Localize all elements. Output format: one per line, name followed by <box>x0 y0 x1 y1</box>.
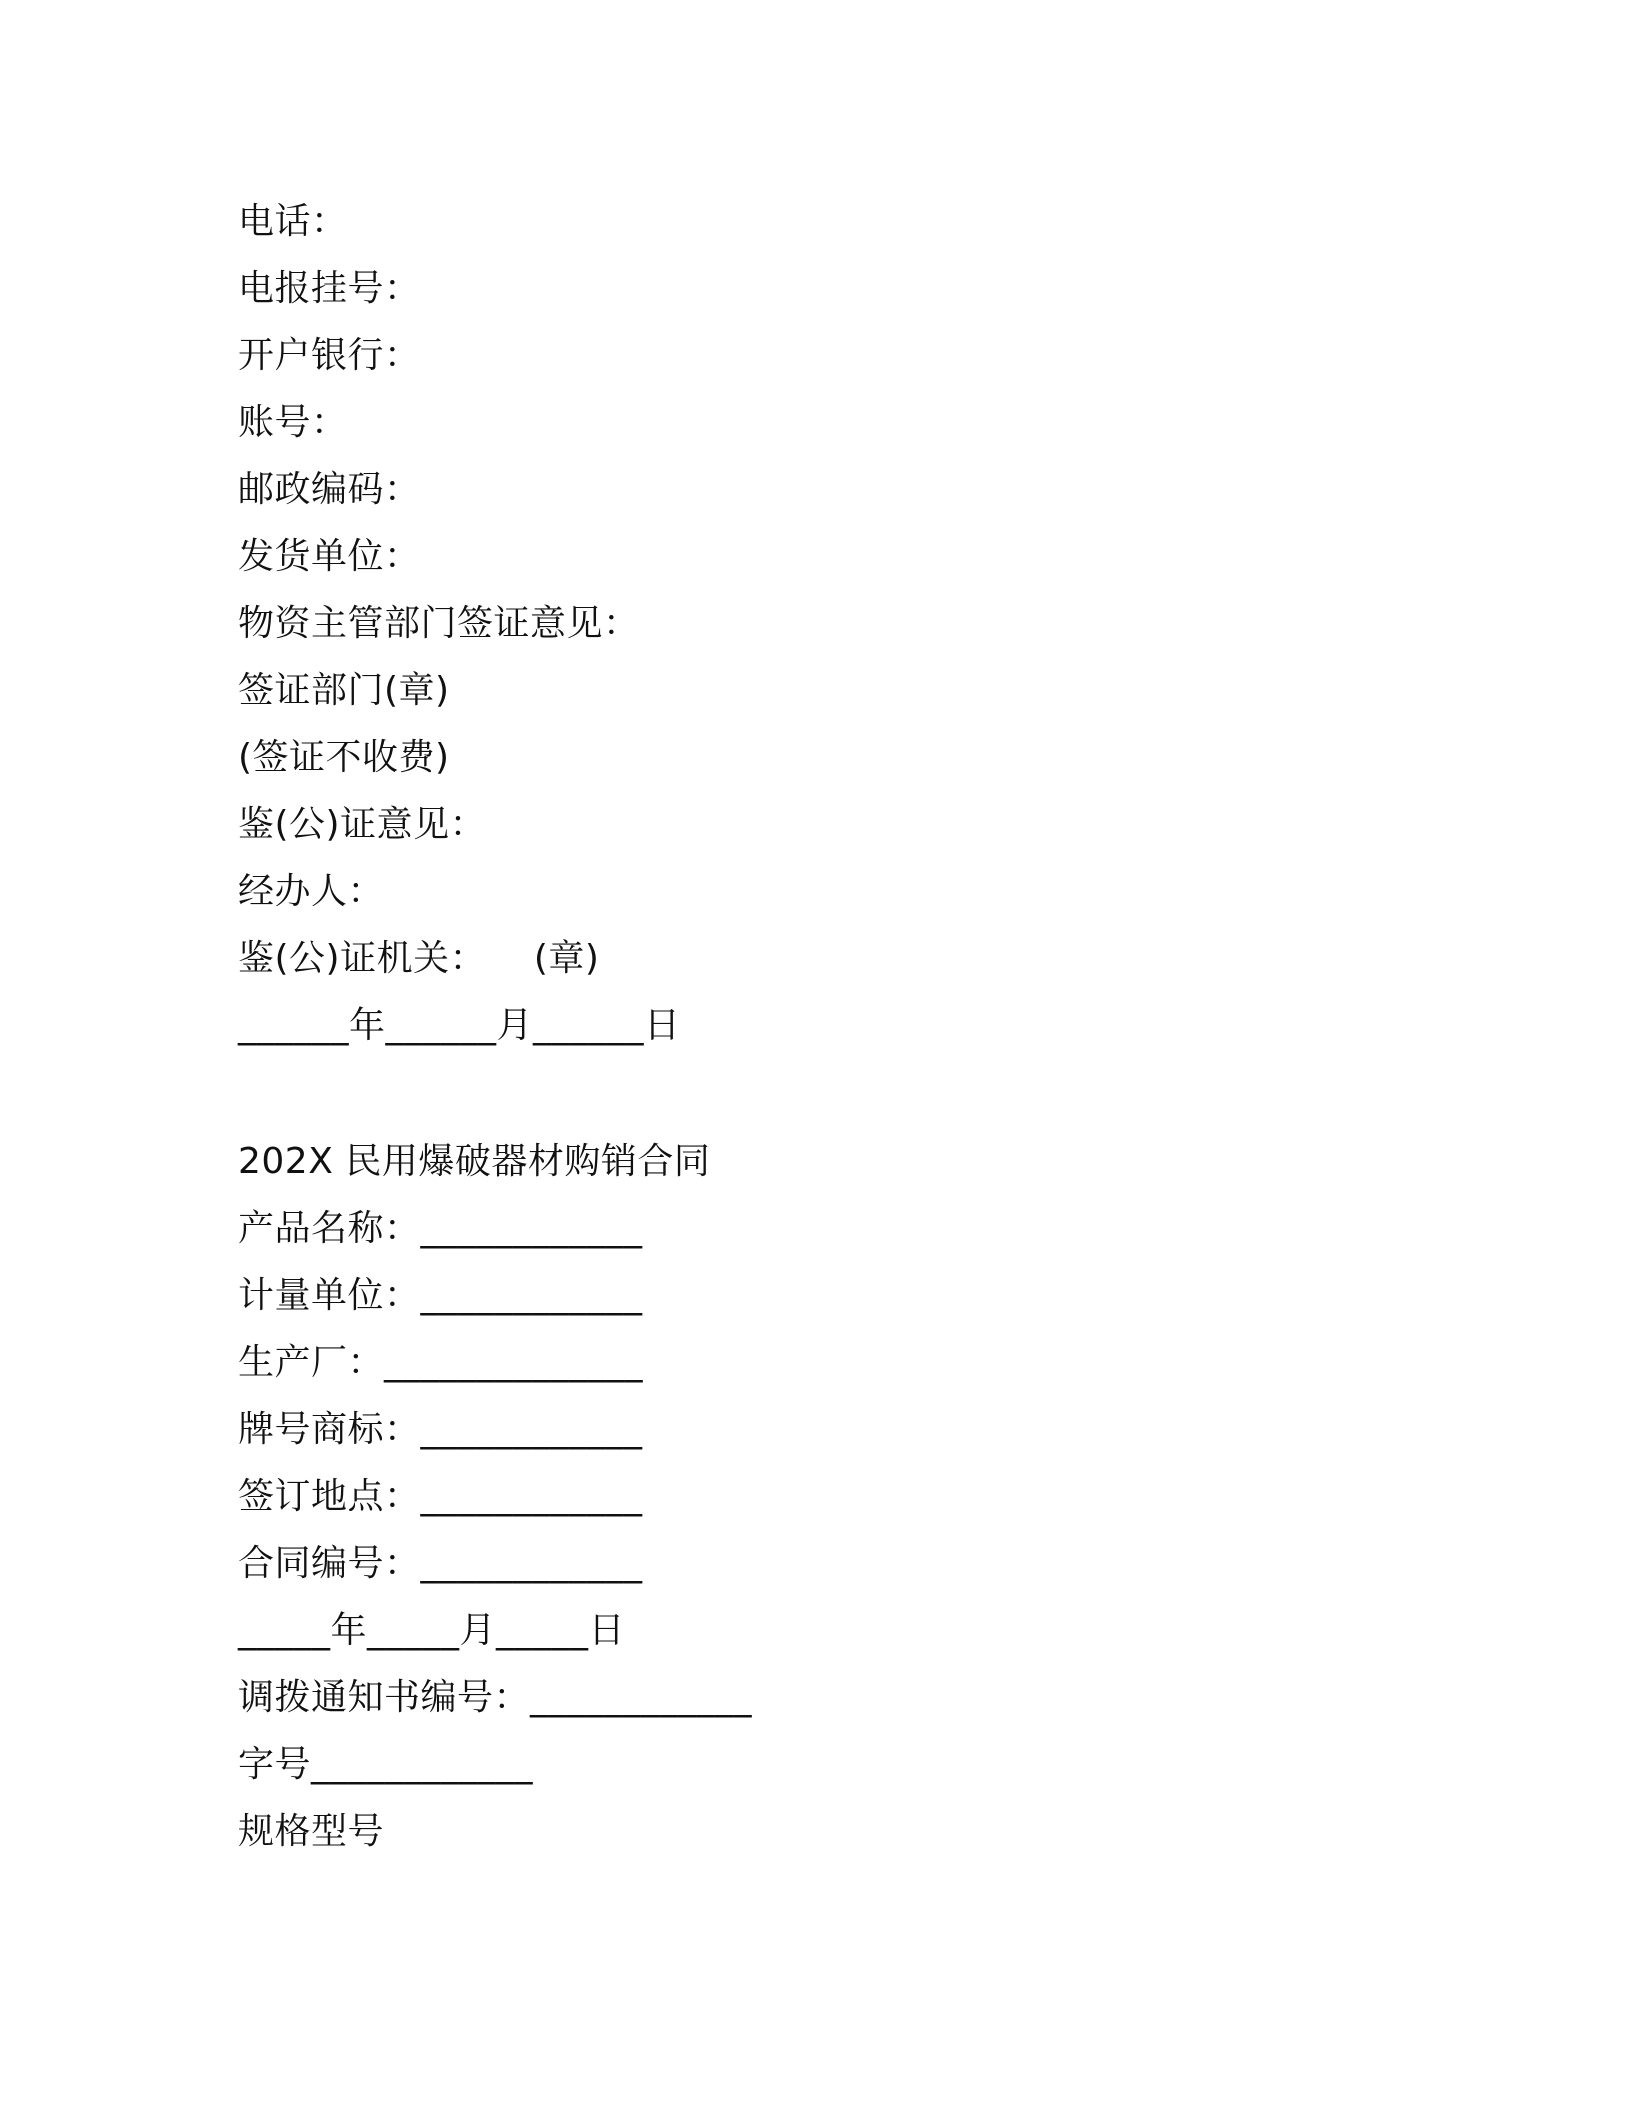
contract-title: 202X 民用爆破器材购销合同 <box>238 1141 711 1182</box>
date-line: ______年______月______日 <box>238 1005 681 1046</box>
contract-date-line: _____年_____月_____日 <box>238 1610 626 1651</box>
unit-line: 计量单位：____________ <box>238 1275 643 1316</box>
notary-office-line: 鉴(公)证机关： (章) <box>238 938 600 979</box>
manufacturer-line: 生产厂：______________ <box>238 1342 644 1383</box>
signing-place-line: 签订地点：____________ <box>238 1476 643 1517</box>
telegraph-line: 电报挂号： <box>238 268 421 309</box>
handler-line: 经办人： <box>238 871 385 912</box>
visa-department-line: 签证部门(章) <box>238 670 450 711</box>
contract-section <box>238 1128 1438 1865</box>
allocation-notice-line: 调拨通知书编号：____________ <box>238 1677 753 1718</box>
bank-line: 开户银行： <box>238 335 421 376</box>
reference-number-line: 字号____________ <box>238 1744 534 1785</box>
account-line: 账号： <box>238 402 348 443</box>
shipper-line: 发货单位： <box>238 536 421 577</box>
notary-opinion-line: 鉴(公)证意见： <box>238 804 487 845</box>
postal-code-line: 邮政编码： <box>238 469 421 510</box>
specification-line: 规格型号 <box>238 1811 385 1852</box>
brand-line: 牌号商标：____________ <box>238 1409 643 1450</box>
contract-number-line: 合同编号：____________ <box>238 1543 643 1584</box>
authority-opinion-line: 物资主管部门签证意见： <box>238 603 640 644</box>
product-name-line: 产品名称：____________ <box>238 1208 643 1249</box>
contact-info-section <box>238 188 1438 1059</box>
visa-fee-line: (签证不收费) <box>238 737 450 778</box>
phone-line: 电话： <box>238 201 348 242</box>
